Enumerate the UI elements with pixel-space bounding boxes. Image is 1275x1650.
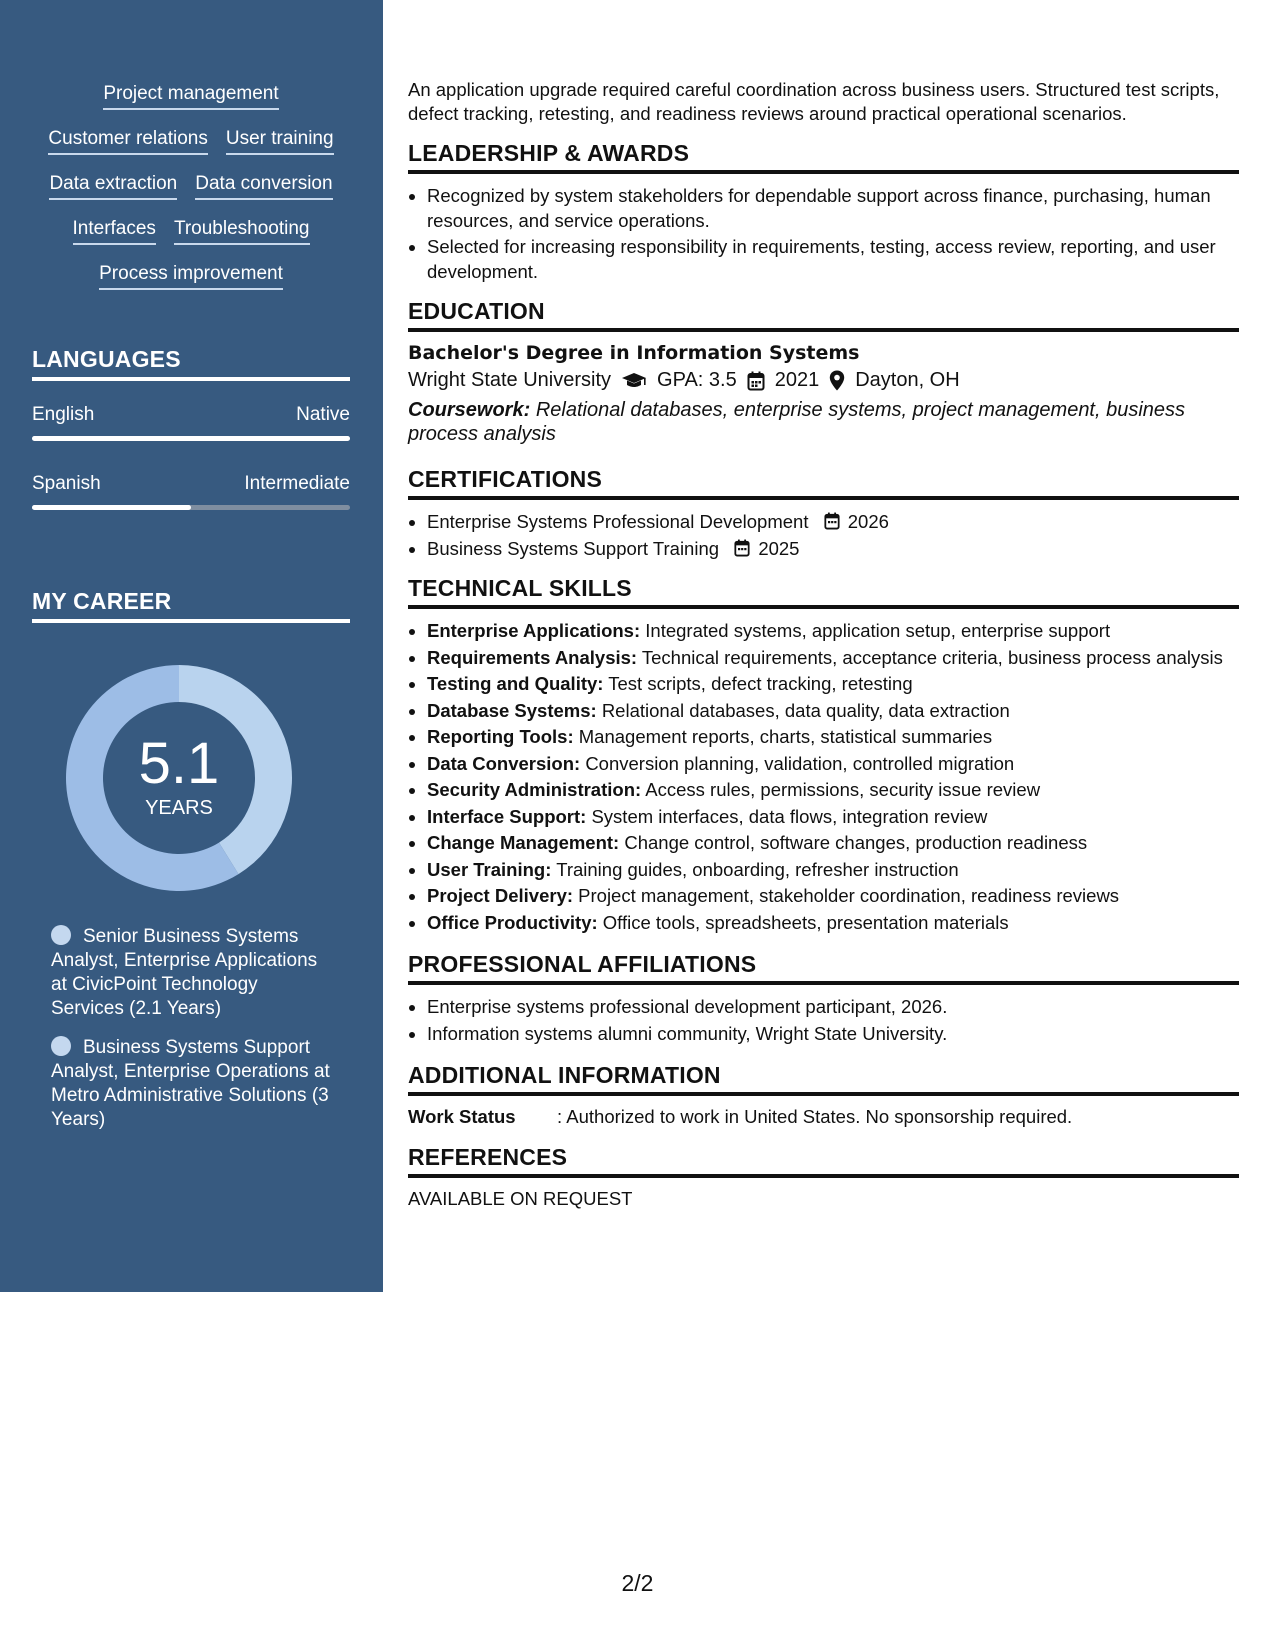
skill-row bbox=[32, 129, 350, 174]
skill-item bbox=[427, 752, 1239, 777]
skill-item bbox=[427, 672, 1239, 697]
skill-text: Relational databases, data quality, data extraction bbox=[601, 699, 1010, 721]
legend-dot-icon bbox=[51, 925, 71, 945]
skill-text: Test scripts, defect tracking, retesting bbox=[608, 673, 913, 694]
affiliations-heading: PROFESSIONAL AFFILIATIONS bbox=[408, 951, 1239, 985]
skill-item bbox=[427, 778, 1239, 803]
skill-row bbox=[32, 219, 350, 264]
languages-heading: LANGUAGES bbox=[32, 346, 350, 381]
graduation-cap-icon bbox=[621, 372, 647, 390]
career-years-value: 5.1 bbox=[138, 731, 220, 796]
additional-info-heading: ADDITIONAL INFORMATION bbox=[408, 1062, 1239, 1096]
references-heading: REFERENCES bbox=[408, 1144, 1239, 1178]
list-item: • Enterprise systems professional development participant, 2026. bbox=[427, 995, 1239, 1020]
certification-name: Enterprise Systems Professional Development bbox=[427, 511, 809, 532]
work-status-label: Work Status bbox=[408, 1106, 516, 1127]
skill-text: System interfaces, data flows, integration review bbox=[591, 805, 988, 827]
gpa: GPA: 3.5 bbox=[657, 369, 737, 391]
skill-item bbox=[427, 805, 1239, 830]
proficiency-bar bbox=[32, 505, 350, 510]
coursework-text: Relational databases, enterprise systems, project management, business process analysis bbox=[408, 399, 1186, 445]
skill-label: Reporting Tools: bbox=[427, 726, 574, 747]
skill-label: Testing and Quality: bbox=[427, 673, 604, 694]
skill-tag: Troubleshooting bbox=[174, 219, 310, 245]
certifications-list bbox=[408, 510, 1239, 561]
skill-tag: Data conversion bbox=[195, 174, 332, 200]
language-level: Native bbox=[296, 404, 350, 425]
career-item bbox=[51, 1036, 331, 1132]
coursework-label: Coursework: bbox=[408, 399, 531, 421]
school-location: Dayton, OH bbox=[855, 369, 960, 391]
calendar-icon bbox=[824, 510, 840, 535]
skill-tag: Customer relations bbox=[48, 129, 207, 155]
skill-row bbox=[32, 174, 350, 219]
skills-cloud bbox=[32, 84, 350, 309]
career-total bbox=[66, 731, 292, 820]
skill-tag: Interfaces bbox=[73, 219, 156, 245]
skill-label: Office Productivity: bbox=[427, 911, 598, 933]
education-details bbox=[408, 369, 1239, 392]
list-item: • Information systems alumni community, Wright State University. bbox=[427, 1022, 1239, 1047]
skill-item bbox=[427, 619, 1239, 644]
skill-text: Access rules, permissions, security issue review bbox=[645, 779, 1041, 800]
certification-name: Business Systems Support Training bbox=[427, 537, 720, 559]
skill-label: Data Conversion: bbox=[427, 752, 581, 774]
skill-item bbox=[427, 646, 1239, 671]
leadership-list bbox=[408, 184, 1239, 284]
certification-year: 2026 bbox=[847, 511, 889, 532]
skill-label: Database Systems: bbox=[427, 699, 597, 721]
skill-text: Training guides, onboarding, refresher instruction bbox=[556, 858, 959, 880]
skill-item bbox=[427, 858, 1239, 883]
references-text: AVAILABLE ON REQUEST bbox=[408, 1188, 633, 1209]
calendar-icon bbox=[747, 371, 765, 391]
leadership-heading: LEADERSHIP & AWARDS bbox=[408, 140, 1239, 174]
skill-text: Project management, stakeholder coordination, readiness reviews bbox=[578, 885, 1120, 906]
skill-item bbox=[427, 884, 1239, 909]
language-name: English bbox=[32, 404, 95, 425]
language-spanish bbox=[32, 473, 350, 510]
skill-label: Enterprise Applications: bbox=[427, 620, 641, 641]
skill-text: Technical requirements, acceptance criteria, business process analysis bbox=[641, 646, 1223, 668]
career-item-text: Senior Business Systems Analyst, Enterprise Applications at CivicPoint Technology Services (2.1 Years) bbox=[51, 926, 318, 1019]
summary-text: An application upgrade required careful coordination across business users. Structured test scripts, defect tracking, retesting, and readiness reviews around practical operational scenarios. bbox=[408, 79, 1220, 124]
proficiency-fill bbox=[32, 436, 350, 441]
skill-item bbox=[427, 725, 1239, 750]
career-item bbox=[51, 925, 331, 1021]
certifications-heading: CERTIFICATIONS bbox=[408, 466, 1239, 500]
school-name: Wright State University bbox=[408, 369, 612, 391]
skill-label: Change Management: bbox=[427, 832, 620, 853]
calendar-icon bbox=[734, 537, 750, 562]
skill-label: Security Administration: bbox=[427, 779, 642, 800]
career-heading: MY CAREER bbox=[32, 588, 350, 623]
degree-title: Bachelor's Degree in Information Systems bbox=[408, 342, 860, 364]
affiliations-list bbox=[408, 995, 1239, 1046]
legend-dot-icon bbox=[51, 1036, 71, 1056]
skill-label: Interface Support: bbox=[427, 805, 587, 827]
education-heading: EDUCATION bbox=[408, 298, 1239, 332]
language-level: Intermediate bbox=[244, 473, 350, 494]
career-item-text: Business Systems Support Analyst, Enterprise Operations at Metro Administrative Solutions (3 Years) bbox=[51, 1037, 330, 1130]
proficiency-bar bbox=[32, 436, 350, 441]
coursework bbox=[408, 398, 1239, 446]
list-item: • Selected for increasing responsibility in requirements, testing, access review, reporting, and user development. bbox=[427, 235, 1239, 284]
skill-row bbox=[32, 84, 350, 129]
career-years-unit: YEARS bbox=[145, 797, 213, 819]
certification-item bbox=[427, 510, 1239, 535]
skill-text: Conversion planning, validation, controlled migration bbox=[585, 752, 1015, 774]
skill-text: Change control, software changes, production readiness bbox=[624, 832, 1088, 853]
skill-label: Project Delivery: bbox=[427, 885, 574, 906]
skill-label: Requirements Analysis: bbox=[427, 646, 638, 668]
skill-item bbox=[427, 699, 1239, 724]
certification-item bbox=[427, 537, 1239, 562]
proficiency-fill bbox=[32, 505, 191, 510]
technical-skills-list bbox=[408, 619, 1239, 935]
list-item: • Recognized by system stakeholders for dependable support across finance, purchasing, human resources, and service operations. bbox=[427, 184, 1239, 233]
skill-tag: User training bbox=[226, 129, 334, 155]
skill-item bbox=[427, 831, 1239, 856]
certification-year: 2025 bbox=[758, 537, 800, 559]
work-status-row bbox=[408, 1106, 1239, 1128]
skill-tag: Data extraction bbox=[49, 174, 177, 200]
graduation-year: 2021 bbox=[774, 369, 820, 391]
sidebar bbox=[0, 0, 383, 1292]
skill-text: Integrated systems, application setup, enterprise support bbox=[645, 620, 1111, 641]
main-content bbox=[408, 78, 1239, 1210]
skill-item bbox=[427, 911, 1239, 936]
skill-tag: Process improvement bbox=[99, 264, 283, 290]
technical-skills-heading: TECHNICAL SKILLS bbox=[408, 575, 1239, 609]
language-name: Spanish bbox=[32, 473, 101, 494]
location-pin-icon bbox=[829, 370, 845, 391]
skill-row bbox=[32, 264, 350, 309]
skill-tag: Project management bbox=[103, 84, 278, 110]
page-number: 2/2 bbox=[621, 1570, 654, 1596]
language-english bbox=[32, 404, 350, 441]
skill-text: Office tools, spreadsheets, presentation materials bbox=[602, 911, 1009, 933]
skill-label: User Training: bbox=[427, 858, 552, 880]
skill-text: Management reports, charts, statistical summaries bbox=[578, 726, 993, 747]
work-status-value: : Authorized to work in United States. No sponsorship required. bbox=[557, 1106, 1073, 1127]
